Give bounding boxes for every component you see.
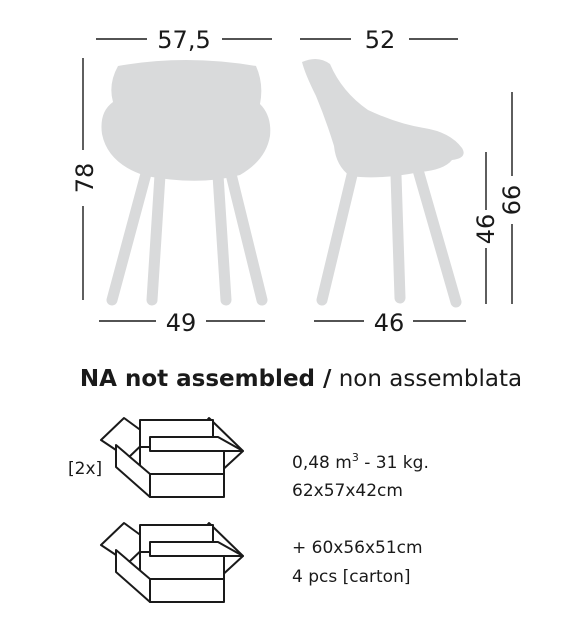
front-base-dimension: [99, 309, 265, 337]
total-height-dimension: [71, 58, 99, 300]
total-height-label: 78: [71, 162, 99, 194]
package1-volume-weight: 0,48 $m^3 - 31$ kg.: [292, 451, 429, 473]
package2-count: 4 pcs [carton]: [292, 567, 411, 587]
side-chair-silhouette: [302, 59, 464, 302]
heading-bold-part: NA not assembled /: [79, 366, 332, 392]
front-base-label: 49: [165, 309, 197, 337]
package1-multiplier: [2x]: [68, 459, 103, 479]
assembly-heading: [80, 366, 522, 392]
package2-size: + 60x56x51cm: [292, 538, 423, 558]
front-chair-silhouette: [101, 60, 270, 300]
side-depth-label: 52: [364, 26, 396, 54]
seat-height-dimension: [472, 152, 500, 304]
side-depth-dimension: [300, 26, 458, 54]
side-base-label: 46: [373, 309, 405, 337]
open-box-icon: [101, 523, 243, 602]
heading-light-part: non assemblata: [331, 366, 523, 392]
open-box-icon: [101, 418, 243, 497]
side-base-dimension: [314, 309, 466, 337]
side-height-dimension: [498, 92, 526, 304]
front-width-dimension: [96, 26, 272, 54]
front-width-label: 57,5: [157, 26, 211, 54]
package1-size: 62x57x42cm: [292, 481, 403, 501]
side-height-label: 66: [498, 184, 526, 216]
seat-height-label: 46: [472, 213, 500, 245]
